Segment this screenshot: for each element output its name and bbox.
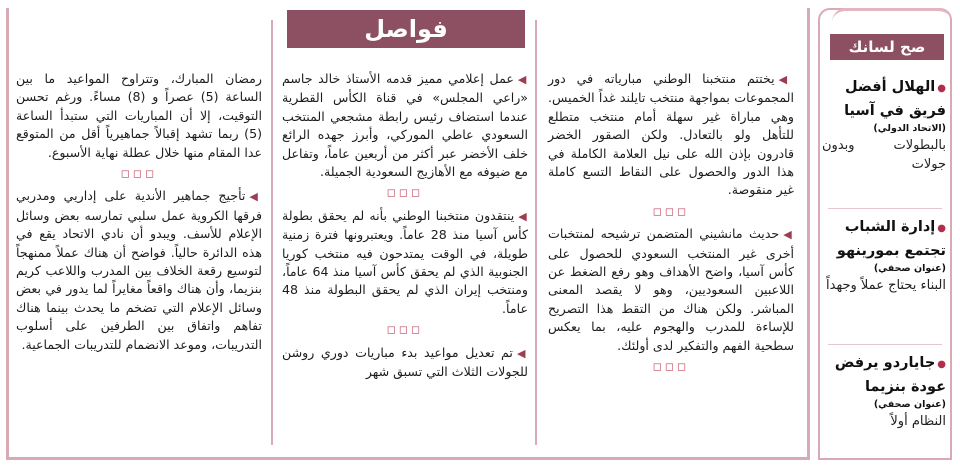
bullet-icon: ◀ [778,73,794,86]
sidebar-item [822,352,946,431]
right-column [548,70,794,381]
paragraph: ◀عمل إعلامي مميز قدمه الأستاذ خالد جاسم «راعي المجلس» في قناة الكأس القطرية عندما استضاف رئيس رابطة مشجعي المنتخب السعودي عاطي الموركي، وأبرز جهده الرائع خلف الأخضر عبر أكثر من أربعين عاماً، وتفاعل مع ضيوفه مع الأهازيج السعودية الجميلة. [282,71,528,180]
bullet-icon: ◀ [516,346,528,360]
bullet-icon: ◀ [783,228,794,242]
sidebar-item-body: بالبطولات وبدون جولات [822,138,946,172]
sidebar-item-tag: (عنوان صحفي) [873,263,946,274]
sidebar-item-tag: (عنوان صحفي) [873,399,946,410]
paragraph: ◀حديث مانشيني المتضمن ترشيحه لمنتخبات أخرى غير المنتخب السعودي للحصول على كأس آسيا، واضح الأهداف وهو رفع الضغط عن اللاعبين السعوديين، وهو لا يقصد المعنى المباشر. ولكن هناك من التقط هذا التصريح للإساءة للمدرب والهجوم عليه، بما يعكس سطحية الفهم والتفكير لدى أولئك. [548,226,794,353]
bullet-icon: ◀ [249,190,263,204]
column-divider [271,20,273,445]
paragraph: ◀تأجيج جماهير الأندية على إداريي ومدربي فرقها الكروية عمل سلبي تمارسه بعض وسائل الإعلام للأسف. ويبدو أن نادي الاتحاد يقع في هذه الدائرة حالياً. فواضح أن هناك عملاً ممنهجاً لتوسيع رقعة الخلاف بين المدرب واللاعب كريم بنزيما، وأن هناك واقعاً مغايراً لما يدور في بعض وسائل الإعلام التي تضخم ما يحدث بينما هناك تفاهم واتفاق بين الطرفين على أسلوب التدريبات، وموعد الانضمام للتدريبات الجماعية. [16,188,263,352]
left-column [16,70,262,354]
sidebar-item-title: ●إدارة الشباب تجتمع بمورينهو [836,219,946,259]
bullet-icon: ◀ [517,73,528,86]
sidebar-item [822,76,946,174]
paragraph: ◀يختتم منتخبنا الوطني مبارياته في دور المجموعات بمواجهة منتخب تايلند غداً الخميس. وهي مباراة غير سهلة أمام منتخب متطلع للتأهل ولو بالتعادل. ولكن الصقور الخضر قادرون بإذن الله على نيل العلامة الكاملة في هذا الدور والحصول على النقاط التسع كاملة غير منقوصة. [548,71,794,198]
column-divider [535,20,537,445]
separator: ◻◻◻ [120,167,158,181]
sidebar-title: صح لسانك [830,34,944,60]
separator: ◻◻◻ [652,360,690,374]
sidebar-item-title: ●الهلال أفضل فريق في آسيا [844,79,946,119]
dot-icon: ● [937,83,946,94]
paragraph: رمضان المبارك، وتتراوح المواعيد ما بين الساعة (5) عصراً و (8) مساءً. ورغم تحسن التوقيت، إلا أن المباريات التي ستبدأ الساعة (5) ربما تشهد إقبالاً جماهيرياً أقل من المتوقع عدا المقام منها خلال عطلة نهاية الأسبوع. [16,71,262,160]
sidebar-item [822,216,946,295]
paragraph: ◀تم تعديل مواعيد بدء مباريات دوري روشن للجولات الثلاث التي تسبق شهر [282,344,528,380]
dot-icon: ● [937,359,946,370]
middle-column [282,70,528,382]
sidebar-item-body: البناء يحتاج عملاً وجهداً [826,278,946,293]
section-title: فواصل [287,10,525,48]
sidebar-divider [828,344,942,345]
paragraph: ◀ينتقدون منتخبنا الوطني بأنه لم يحقق بطولة كأس آسيا منذ 28 عاماً. ويعتبرونها فترة زمنية طويلة، في الوقت يمتدحون فيه منتخب كوريا الجنوبية الذي لم يحقق كأس آسيا منذ 64 عاماً، ومنتخب إيران الذي لم يحقق البطولة منذ 48 عاماً. [282,207,528,316]
separator: ◻◻◻ [652,204,690,218]
sidebar-divider [828,208,942,209]
sidebar-item-body: النظام أولاً [890,414,946,429]
dot-icon: ● [937,223,946,234]
separator: ◻◻◻ [386,186,424,200]
sidebar-item-title: ●جاياردو يرفض عودة بنزيما [834,355,946,395]
sidebar-item-tag: (الاتحاد الدولي) [873,123,946,134]
separator: ◻◻◻ [386,323,424,337]
bullet-icon: ◀ [518,209,528,223]
sidebar-cap [832,8,952,35]
sidebar-box [818,8,952,460]
